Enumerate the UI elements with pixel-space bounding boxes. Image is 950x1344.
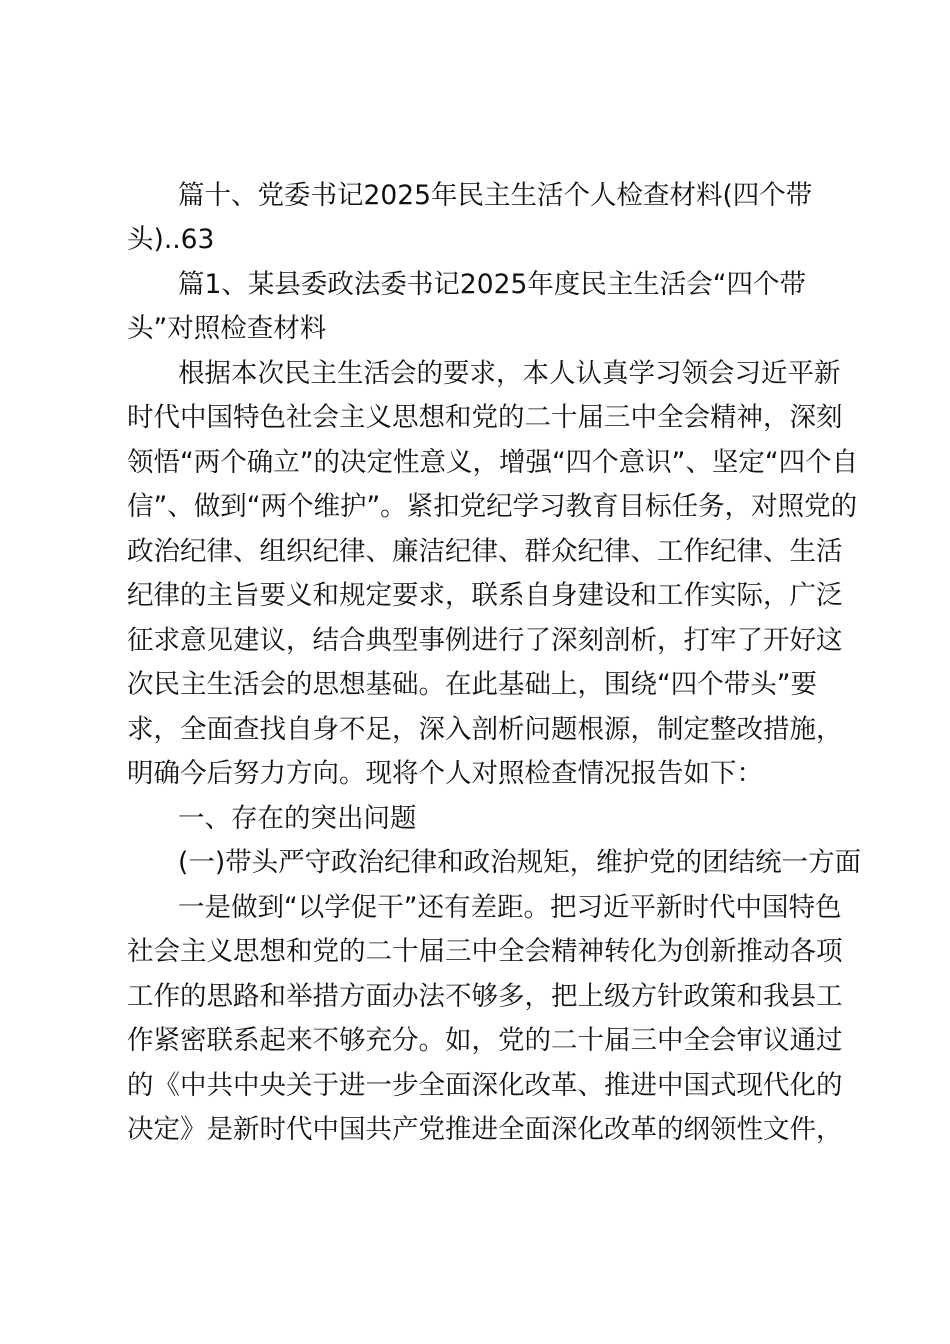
heading-level-2: (一)带头严守政治纪律和政治规矩，维护党的团结统一方面 [178, 847, 862, 878]
body-text-line: 工作的思路和举措方面办法不够多，把上级方针政策和我县工 [127, 981, 843, 1012]
body-text-line: 信”、做到“两个维护”。紧扣党纪学习教育目标任务，对照党的 [127, 491, 858, 522]
body-text-line: 社会主义思想和党的二十届三中全会精神转化为创新推动各项 [127, 936, 843, 967]
body-text-line: 领悟“两个确立”的决定性意义，增强“四个意识”、坚定“四个自 [127, 447, 859, 478]
body-text-line: 求，全面查找自身不足，深入剖析问题根源，制定整改措施， [127, 714, 843, 745]
body-text-line: 一是做到“以学促干”还有差距。把习近平新时代中国特色 [178, 892, 842, 923]
body-text-line: 作紧密联系起来不够充分。如，党的二十届三中全会审议通过 [127, 1025, 843, 1056]
body-text-line: 纪律的主旨要义和规定要求，联系自身建设和工作实际，广泛 [127, 580, 843, 611]
body-text-line: 政治纪律、组织纪律、廉洁纪律、群众纪律、工作纪律、生活 [127, 536, 843, 567]
section-title-line-2: 头”对照检查材料 [127, 313, 327, 344]
toc-entry-line-1: 篇十、党委书记2025年民主生活个人检查材料(四个带 [178, 180, 813, 211]
body-text-line: 明确今后努力方向。现将个人对照检查情况报告如下： [127, 758, 763, 789]
body-text-line: 征求意见建议，结合典型事例进行了深刻剖析，打牢了开好这 [127, 625, 843, 656]
section-title-line-1: 篇1、某县委政法委书记2025年度民主生活会“四个带 [178, 269, 807, 300]
body-text-line: 根据本次民主生活会的要求，本人认真学习领会习近平新 [178, 358, 841, 389]
body-text-line: 的《中共中央关于进一步全面深化改革、推进中国式现代化的 [127, 1070, 843, 1101]
heading-level-1: 一、存在的突出问题 [178, 803, 417, 834]
body-text-line: 时代中国特色社会主义思想和党的二十届三中全会精神，深刻 [127, 402, 843, 433]
toc-entry-line-2: 头)..63 [127, 224, 215, 255]
body-text-line: 次民主生活会的思想基础。在此基础上，围绕“四个带头”要 [127, 669, 817, 700]
body-text-line: 决定》是新时代中国共产党推进全面深化改革的纲领性文件， [127, 1114, 843, 1145]
